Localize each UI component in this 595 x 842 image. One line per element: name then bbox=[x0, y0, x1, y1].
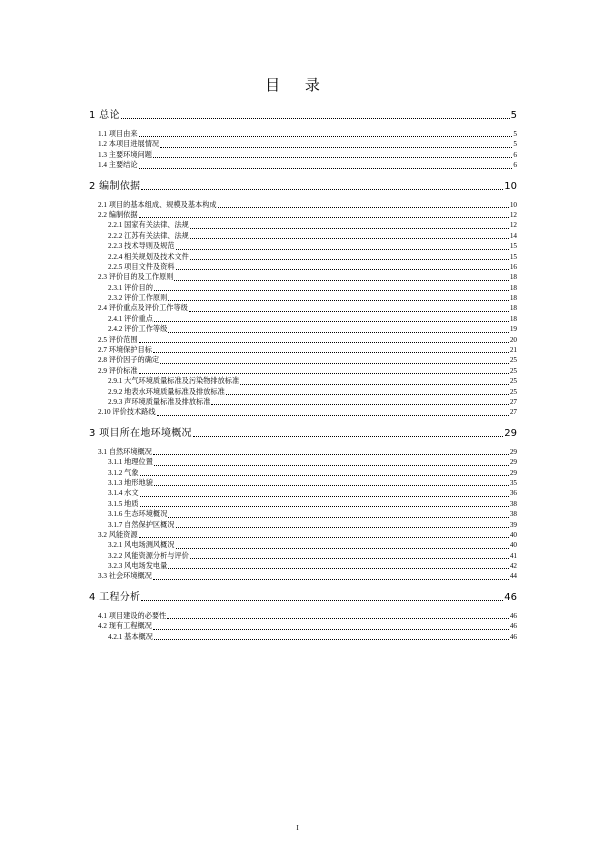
toc-entry-subsection[interactable] bbox=[89, 387, 517, 397]
dot-leader bbox=[160, 147, 512, 148]
toc-entry-page: 25 bbox=[509, 356, 517, 365]
toc-entry-subsection[interactable] bbox=[89, 262, 517, 272]
toc-entry-subsection[interactable] bbox=[89, 540, 517, 550]
toc-entry-subsection[interactable] bbox=[89, 283, 517, 293]
toc-entry-chapter[interactable] bbox=[89, 591, 517, 604]
dot-leader bbox=[139, 373, 509, 374]
toc-entry-subsection[interactable] bbox=[89, 520, 517, 530]
toc-entry-page: 44 bbox=[509, 572, 517, 581]
dot-leader bbox=[154, 639, 509, 640]
toc-entry-section[interactable] bbox=[89, 407, 517, 417]
toc-entry-subsection[interactable] bbox=[89, 397, 517, 407]
dot-leader bbox=[154, 321, 509, 322]
toc-entry-label: 2.9.1 大气环境质量标准及污染物排放标准 bbox=[108, 377, 240, 386]
dot-leader bbox=[141, 189, 503, 190]
toc-entry-page: 46 bbox=[504, 591, 517, 603]
dot-leader bbox=[190, 228, 509, 229]
toc-entry-label: 4.2 现有工程概况 bbox=[98, 622, 152, 631]
toc-entry-label: 2.4.2 评价工作等级 bbox=[108, 325, 168, 334]
dot-leader bbox=[189, 311, 509, 312]
dot-leader bbox=[168, 332, 509, 333]
toc-entry-subsection[interactable] bbox=[89, 499, 517, 509]
toc-entry-chapter[interactable] bbox=[89, 427, 517, 440]
toc-entry-label: 4 工程分析 bbox=[89, 591, 141, 603]
dot-leader bbox=[139, 342, 509, 343]
dot-leader bbox=[167, 618, 509, 619]
dot-leader bbox=[154, 485, 509, 486]
toc-entry-label: 1.2 本项目进展情况 bbox=[98, 140, 160, 149]
toc-entry-page: 25 bbox=[509, 377, 517, 386]
toc-entry-section[interactable] bbox=[89, 139, 517, 149]
toc-entry-page: 41 bbox=[509, 551, 517, 560]
table-of-contents bbox=[89, 109, 517, 642]
dot-leader bbox=[226, 394, 509, 395]
toc-entry-label: 3.1.2 气象 bbox=[108, 468, 139, 477]
dot-leader bbox=[193, 436, 503, 437]
toc-entry-page: 27 bbox=[509, 397, 517, 406]
dot-leader bbox=[190, 259, 509, 260]
toc-entry-page: 29 bbox=[504, 427, 517, 439]
toc-entry-page: 36 bbox=[509, 489, 517, 498]
toc-entry-page: 10 bbox=[509, 200, 517, 209]
toc-entry-subsection[interactable] bbox=[89, 324, 517, 334]
dot-leader bbox=[176, 527, 509, 528]
toc-entry-label: 1.1 项目由来 bbox=[98, 130, 138, 138]
toc-entry-section[interactable] bbox=[89, 345, 517, 355]
page-number: I bbox=[296, 824, 299, 832]
dot-leader bbox=[153, 352, 509, 353]
page-title: 目 录 bbox=[265, 76, 330, 94]
toc-entry-page: 6 bbox=[513, 161, 517, 170]
toc-entry-page: 18 bbox=[509, 314, 517, 323]
toc-entry-label: 3.1.7 自然保护区概况 bbox=[108, 520, 175, 529]
toc-entry-page: 42 bbox=[509, 562, 517, 571]
toc-entry-subsection[interactable] bbox=[89, 561, 517, 571]
toc-entry-page: 35 bbox=[509, 478, 517, 487]
toc-entry-section[interactable] bbox=[89, 530, 517, 540]
dot-leader bbox=[139, 168, 513, 169]
toc-entry-page: 15 bbox=[509, 252, 517, 261]
toc-entry-subsection[interactable] bbox=[89, 220, 517, 230]
toc-entry-label: 2.8 评价因子的确定 bbox=[98, 356, 160, 365]
toc-entry-label: 3.1.6 生态环境概况 bbox=[108, 510, 168, 519]
toc-entry-label: 2.10 评价技术路线 bbox=[98, 408, 156, 417]
toc-entry-page: 39 bbox=[509, 520, 517, 529]
toc-entry-label: 3.1.5 地质 bbox=[108, 499, 139, 508]
toc-entry-label: 2.7 环境保护目标 bbox=[98, 346, 152, 355]
toc-entry-page: 5 bbox=[510, 110, 517, 121]
toc-entry-label: 2.9.2 地表水环境质量标准及排放标准 bbox=[108, 387, 225, 396]
dot-leader bbox=[140, 496, 509, 497]
toc-entry-page: 29 bbox=[509, 468, 517, 477]
toc-entry-page: 12 bbox=[509, 221, 517, 230]
dot-leader bbox=[157, 415, 509, 416]
toc-entry-page: 46 bbox=[509, 632, 517, 641]
dot-leader bbox=[168, 300, 509, 301]
dot-leader bbox=[154, 465, 509, 466]
toc-entry-label: 1 总论 bbox=[89, 110, 120, 121]
toc-entry-label: 1.4 主要结论 bbox=[98, 161, 138, 170]
toc-entry-label: 2.4 评价重点及评价工作等级 bbox=[98, 304, 188, 313]
dot-leader bbox=[140, 475, 509, 476]
toc-entry-chapter[interactable] bbox=[89, 180, 517, 193]
toc-entry-label: 3.1.4 水文 bbox=[108, 489, 139, 498]
toc-entry-subsection[interactable] bbox=[89, 551, 517, 561]
toc-entry-page: 38 bbox=[509, 510, 517, 519]
toc-entry-label: 3.1.3 地形地貌 bbox=[108, 478, 153, 487]
toc-entry-label: 3.1.1 地理位置 bbox=[108, 458, 153, 467]
dot-leader bbox=[218, 207, 509, 208]
dot-leader bbox=[211, 404, 508, 405]
dot-leader bbox=[139, 217, 509, 218]
dot-leader bbox=[153, 629, 509, 630]
toc-entry-page: 40 bbox=[509, 530, 517, 539]
toc-entry-section[interactable] bbox=[89, 621, 517, 631]
toc-entry-label: 2.9.3 声环境质量标准及排放标准 bbox=[108, 397, 211, 406]
toc-entry-label: 4.2.1 基本概况 bbox=[108, 632, 153, 641]
toc-entry-label: 2.2 编制依据 bbox=[98, 210, 138, 219]
toc-entry-page: 27 bbox=[509, 408, 517, 417]
toc-entry-subsection[interactable] bbox=[89, 241, 517, 251]
toc-entry-section[interactable] bbox=[89, 200, 517, 210]
toc-entry-label: 3 项目所在地环境概况 bbox=[89, 427, 192, 439]
dot-leader bbox=[168, 517, 509, 518]
toc-entry-section[interactable] bbox=[89, 571, 517, 581]
toc-entry-section[interactable] bbox=[89, 355, 517, 365]
toc-entry-page: 46 bbox=[509, 622, 517, 631]
toc-entry-subsection[interactable] bbox=[89, 376, 517, 386]
dot-leader bbox=[174, 280, 508, 281]
dot-leader bbox=[190, 238, 509, 239]
dot-leader bbox=[176, 548, 509, 549]
toc-entry-page: 46 bbox=[509, 611, 517, 620]
toc-entry-label: 3.3 社会环境概况 bbox=[98, 572, 152, 581]
toc-entry-page: 25 bbox=[509, 387, 517, 396]
toc-entry-page: 18 bbox=[509, 283, 517, 292]
toc-entry-label: 4.1 项目建设的必要性 bbox=[98, 611, 167, 620]
toc-entry-section[interactable] bbox=[89, 447, 517, 457]
toc-entry-label: 2.9 评价标准 bbox=[98, 366, 138, 375]
toc-entry-label: 1.3 主要环境问题 bbox=[98, 150, 152, 159]
toc-entry-page: 15 bbox=[509, 242, 517, 251]
toc-entry-label: 3.2 风能资源 bbox=[98, 530, 138, 539]
toc-entry-page: 5 bbox=[513, 130, 517, 138]
toc-entry-page: 21 bbox=[509, 346, 517, 355]
toc-entry-page: 18 bbox=[509, 294, 517, 303]
toc-entry-page: 14 bbox=[509, 231, 517, 240]
dot-leader bbox=[176, 249, 509, 250]
dot-leader bbox=[141, 600, 503, 601]
toc-entry-page: 29 bbox=[509, 458, 517, 467]
dot-leader bbox=[154, 290, 509, 291]
toc-entry-label: 2 编制依据 bbox=[89, 180, 141, 192]
toc-entry-page: 18 bbox=[509, 304, 517, 313]
toc-entry-label: 3.2.2 风能资源分析与评价 bbox=[108, 551, 189, 560]
toc-entry-section[interactable] bbox=[89, 611, 517, 621]
toc-entry-page: 20 bbox=[509, 335, 517, 344]
toc-entry-label: 2.1 项目的基本组成、规模及基本构成 bbox=[98, 200, 217, 209]
toc-entry-label: 2.2.3 技术导则及规范 bbox=[108, 242, 175, 251]
toc-entry-section[interactable] bbox=[89, 366, 517, 376]
dot-leader bbox=[168, 568, 509, 569]
toc-entry-label: 2.3.2 评价工作原则 bbox=[108, 294, 168, 303]
toc-entry-label: 2.2.5 项目文件及资料 bbox=[108, 262, 175, 271]
toc-entry-page: 18 bbox=[509, 273, 517, 282]
toc-entry-page: 25 bbox=[509, 366, 517, 375]
dot-leader bbox=[140, 506, 509, 507]
toc-entry-label: 2.5 评价范围 bbox=[98, 335, 138, 344]
toc-entry-label: 2.4.1 评价重点 bbox=[108, 314, 153, 323]
toc-entry-label: 2.2.4 相关规划及技术文件 bbox=[108, 252, 189, 261]
toc-entry-subsection[interactable] bbox=[89, 468, 517, 478]
toc-entry-label: 2.2.1 国家有关法律、法规 bbox=[108, 221, 189, 230]
toc-entry-page: 29 bbox=[509, 447, 517, 456]
toc-entry-section[interactable] bbox=[89, 150, 517, 160]
dot-leader bbox=[240, 384, 509, 385]
toc-entry-section[interactable] bbox=[89, 272, 517, 282]
toc-entry-label: 2.3.1 评价目的 bbox=[108, 283, 153, 292]
toc-entry-page: 12 bbox=[509, 210, 517, 219]
dot-leader bbox=[153, 454, 509, 455]
toc-entry-subsection[interactable] bbox=[89, 632, 517, 642]
dot-leader bbox=[190, 558, 509, 559]
toc-entry-page: 5 bbox=[513, 140, 517, 149]
toc-entry-page: 6 bbox=[513, 150, 517, 159]
toc-entry-label: 2.2.2 江苏有关法律、法规 bbox=[108, 231, 189, 240]
toc-entry-label: 3.2.3 风电场发电量 bbox=[108, 562, 168, 571]
dot-leader bbox=[176, 269, 509, 270]
toc-entry-section[interactable] bbox=[89, 210, 517, 220]
toc-entry-section[interactable] bbox=[89, 129, 517, 139]
toc-entry-page: 40 bbox=[509, 541, 517, 550]
dot-leader bbox=[153, 579, 509, 580]
toc-entry-subsection[interactable] bbox=[89, 252, 517, 262]
dot-leader bbox=[139, 136, 513, 137]
toc-entry-subsection[interactable] bbox=[89, 509, 517, 519]
toc-entry-section[interactable] bbox=[89, 160, 517, 170]
toc-entry-chapter[interactable] bbox=[89, 109, 517, 122]
toc-entry-subsection[interactable] bbox=[89, 293, 517, 303]
toc-entry-page: 16 bbox=[509, 262, 517, 271]
toc-entry-section[interactable] bbox=[89, 303, 517, 313]
toc-entry-subsection[interactable] bbox=[89, 314, 517, 324]
toc-entry-page: 19 bbox=[509, 325, 517, 334]
toc-entry-label: 2.3 评价目的及工作原则 bbox=[98, 273, 174, 282]
toc-entry-subsection[interactable] bbox=[89, 478, 517, 488]
toc-entry-label: 3.2.1 风电场测风概况 bbox=[108, 541, 175, 550]
toc-entry-page: 10 bbox=[504, 180, 517, 192]
toc-entry-subsection[interactable] bbox=[89, 488, 517, 498]
toc-entry-subsection[interactable] bbox=[89, 457, 517, 467]
dot-leader bbox=[160, 363, 509, 364]
toc-entry-page: 38 bbox=[509, 499, 517, 508]
toc-entry-label: 3.1 自然环境概况 bbox=[98, 447, 152, 456]
dot-leader bbox=[121, 118, 510, 119]
toc-entry-subsection[interactable] bbox=[89, 231, 517, 241]
toc-entry-section[interactable] bbox=[89, 335, 517, 345]
dot-leader bbox=[139, 537, 509, 538]
dot-leader bbox=[153, 157, 512, 158]
